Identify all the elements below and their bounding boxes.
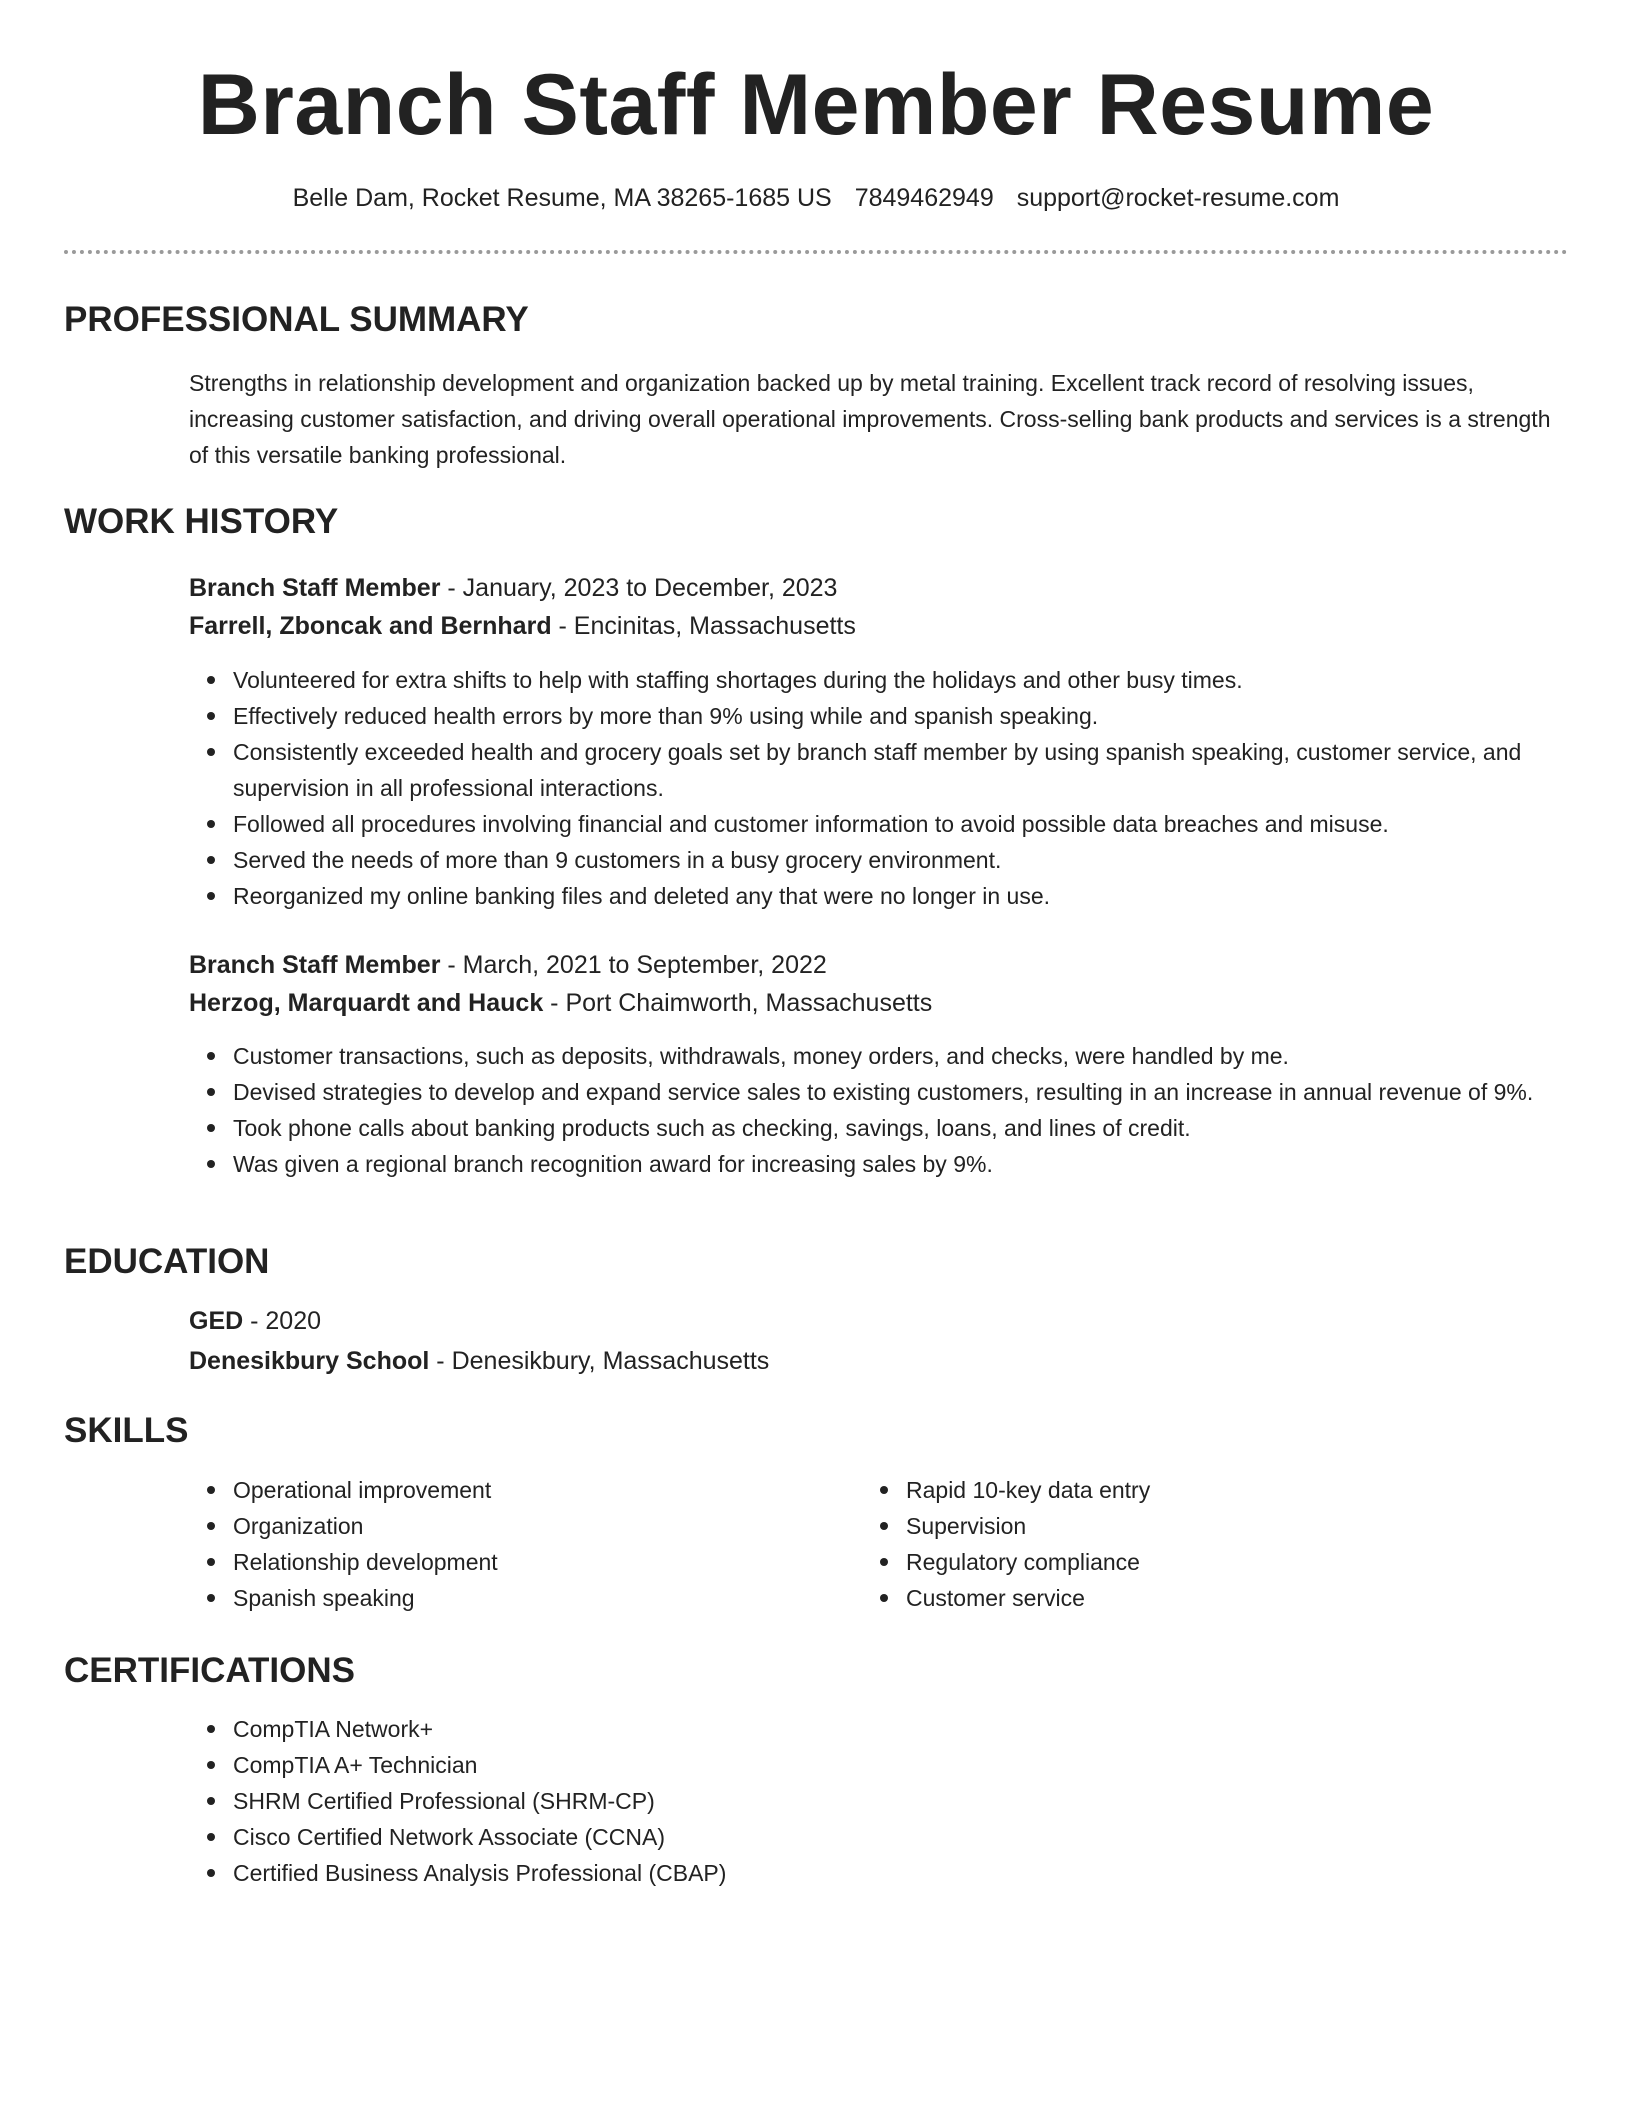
job-1-company: Farrell, Zboncak and Bernhard [189, 612, 552, 640]
list-item: Was given a regional branch recognition award for increasing sales by 9%. [233, 1146, 1613, 1182]
list-item: SHRM Certified Professional (SHRM-CP) [233, 1783, 1613, 1819]
list-item: Customer transactions, such as deposits, withdrawals, money orders, and checks, were handled by me. [233, 1038, 1613, 1074]
job-1-title-line [189, 570, 837, 606]
job-1-bullets [189, 662, 1613, 914]
certifications-heading: CERTIFICATIONS [64, 1651, 356, 1690]
job-2-title-line [189, 947, 827, 983]
list-item: CompTIA Network+ [233, 1711, 1613, 1747]
contact-email: support@rocket-resume.com [1016, 184, 1340, 212]
job-2-location: - Port Chaimworth, Massachusetts [543, 989, 933, 1017]
list-item: Volunteered for extra shifts to help with staffing shortages during the holidays and other busy times. [233, 662, 1613, 698]
job-2-company-line [189, 985, 932, 1021]
education-school-line [189, 1343, 769, 1379]
list-item: Effectively reduced health errors by more than 9% using while and spanish speaking. [233, 698, 1613, 734]
certifications-list [189, 1711, 1613, 1891]
list-item: Organization [233, 1508, 1613, 1544]
list-item: Devised strategies to develop and expand service sales to existing customers, resulting in an increase in annual revenue of 9%. [233, 1074, 1613, 1110]
list-item: Rapid 10-key data entry [906, 1472, 1632, 1508]
job-1-company-line [189, 608, 856, 644]
list-item: Consistently exceeded health and grocery goals set by branch staff member by using spanish speaking, customer service, and supervision in all professional interactions. [233, 734, 1613, 806]
list-item: Served the needs of more than 9 customers in a busy grocery environment. [233, 842, 1613, 878]
work-history-heading: WORK HISTORY [64, 502, 339, 541]
education-degree: GED [189, 1307, 244, 1335]
job-1-dates: - January, 2023 to December, 2023 [440, 574, 838, 602]
summary-heading: PROFESSIONAL SUMMARY [64, 300, 529, 339]
job-2-company: Herzog, Marquardt and Hauck [189, 989, 544, 1017]
list-item: CompTIA A+ Technician [233, 1747, 1613, 1783]
job-2-bullets [189, 1038, 1613, 1182]
list-item: Supervision [906, 1508, 1632, 1544]
list-item: Regulatory compliance [906, 1544, 1632, 1580]
list-item: Reorganized my online banking files and deleted any that were no longer in use. [233, 878, 1613, 914]
job-2-dates: - March, 2021 to September, 2022 [440, 951, 827, 979]
job-2-title: Branch Staff Member [189, 951, 441, 979]
summary-text: Strengths in relationship development and organization backed up by metal training. Excellent track record of resolving issues, increasing customer satisfaction, and driving overall operational improvements. Cross-selling bank products and services is a strength of this versatile banking professional. [189, 370, 1551, 468]
list-item: Cisco Certified Network Associate (CCNA) [233, 1819, 1613, 1855]
education-location: - Denesikbury, Massachusetts [429, 1347, 770, 1375]
education-degree-line [189, 1303, 321, 1339]
education-year: - 2020 [243, 1307, 322, 1335]
education-school: Denesikbury School [189, 1347, 430, 1375]
list-item: Customer service [906, 1580, 1632, 1616]
list-item: Spanish speaking [233, 1580, 1613, 1616]
list-item: Took phone calls about banking products such as checking, savings, loans, and lines of credit. [233, 1110, 1613, 1146]
contact-address: Belle Dam, Rocket Resume, MA 38265-1685 US [292, 184, 832, 212]
skills-heading: SKILLS [64, 1411, 189, 1450]
list-item: Followed all procedures involving financial and customer information to avoid possible data breaches and misuse. [233, 806, 1613, 842]
contact-line [0, 180, 1632, 216]
list-item: Operational improvement [233, 1472, 1613, 1508]
list-item: Certified Business Analysis Professional (CBAP) [233, 1855, 1613, 1891]
list-item: Relationship development [233, 1544, 1613, 1580]
header-divider [64, 250, 1568, 254]
education-heading: EDUCATION [64, 1242, 270, 1281]
resume-title: Branch Staff Member Resume [197, 57, 1435, 153]
job-1-title: Branch Staff Member [189, 574, 441, 602]
job-1-location: - Encinitas, Massachusetts [551, 612, 856, 640]
skills-list-right [862, 1472, 1632, 1616]
contact-phone: 7849462949 [854, 184, 994, 212]
